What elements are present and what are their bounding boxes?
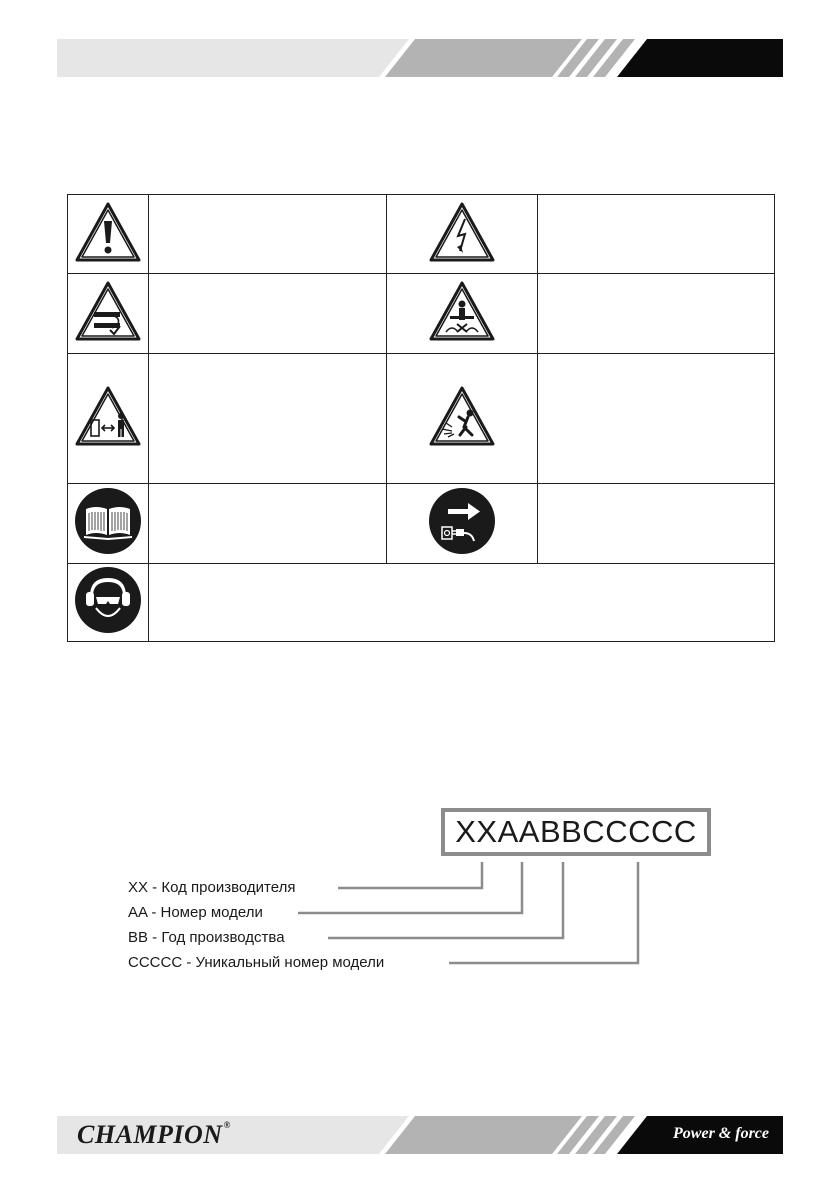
serial-number-code: XXAABBCCCCC: [441, 808, 711, 856]
serial-legend-model: AA - Номер модели: [128, 904, 263, 921]
brand-name: CHAMPION: [77, 1120, 223, 1149]
brand-tagline: Power & force: [673, 1125, 769, 1142]
footer-band: [57, 1116, 783, 1154]
serial-legend-unique: CCCCC - Уникальный номер модели: [128, 954, 385, 971]
serial-legend-year: BB - Год производства: [128, 929, 285, 946]
brand-logo: [77, 1120, 231, 1150]
brand-registered-mark: ®: [223, 1120, 231, 1130]
serial-legend-manufacturer: XX - Код производителя: [128, 879, 296, 896]
